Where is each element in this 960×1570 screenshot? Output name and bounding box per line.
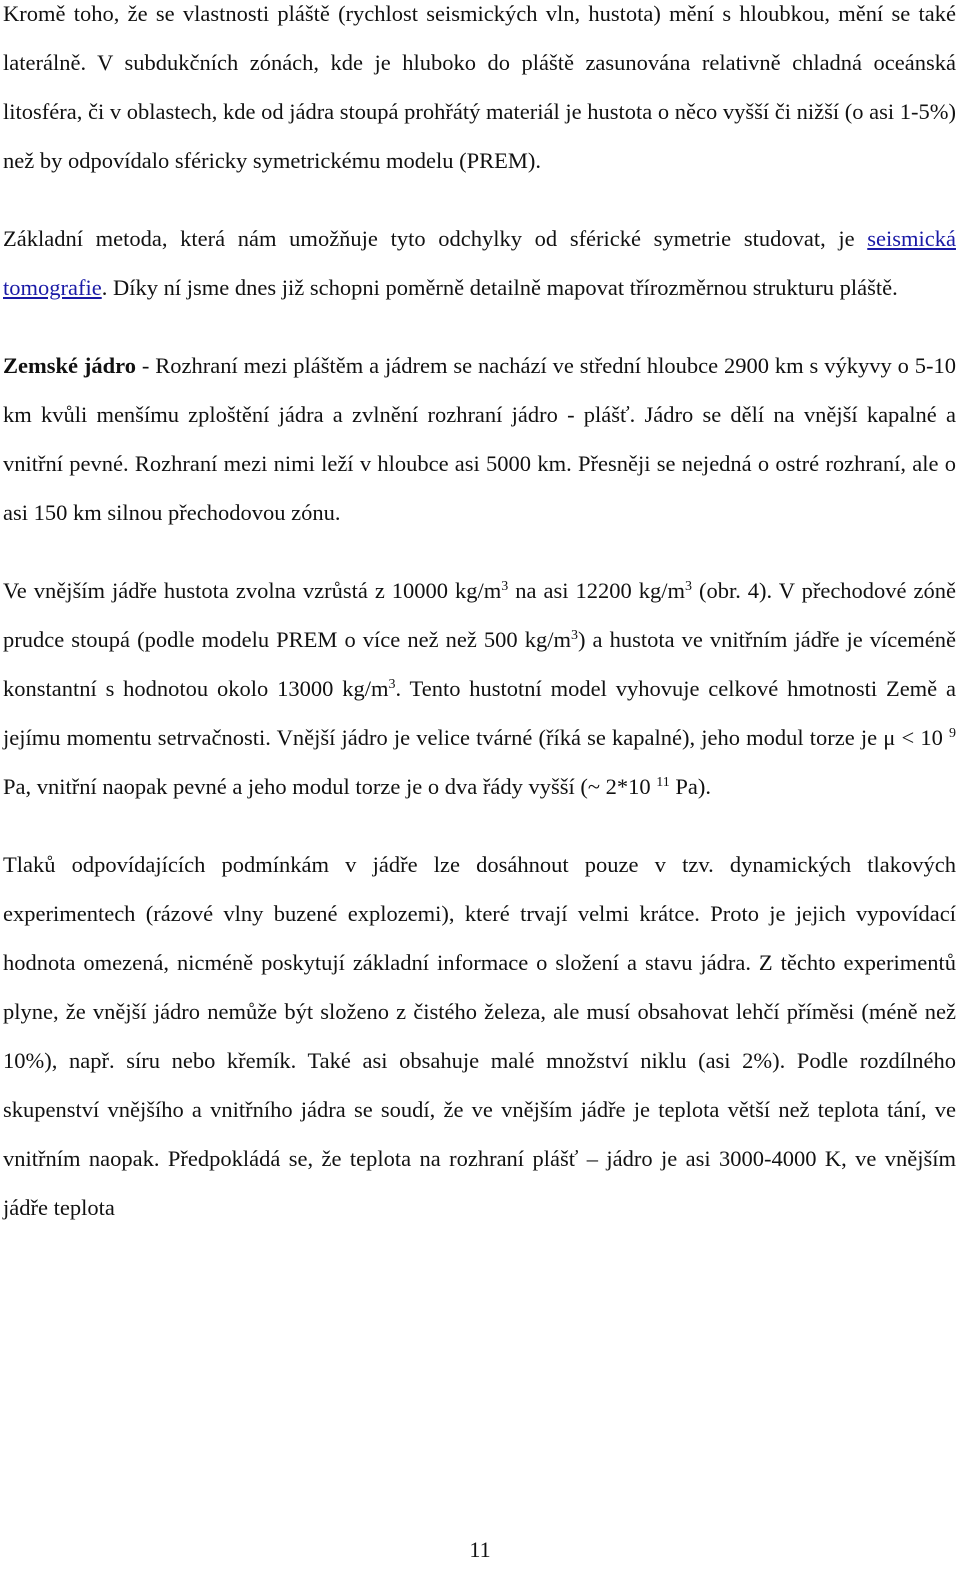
paragraph-tomography bbox=[3, 214, 956, 312]
paragraph-text: ) a hustota ve vnitřním jádře je víceméně konstantní s hodnotou okolo 13000 kg/m bbox=[3, 627, 956, 701]
paragraph-text: . Tento hustotní model vyhovuje celkové hmotnosti Země a jejímu momentu setrvačnosti. Vnější jádro je velice tvárné (říká se kapalné), jeho modul torze je μ < 10 bbox=[3, 676, 956, 750]
paragraph-text: Kromě toho, že se vlastnosti pláště (rychlost seismických vln, hustota) mění s hloubkou, mění se také laterálně. V subdukčních zónách, kde je hluboko do pláště zasunována relativně chladná oceánská litosféra, či v oblastech, kde od jádra stoupá prohřátý materiál je hustota o něco vyšší či nižší (o asi 1-5%) než by odpovídalo sféricky symetrickému modelu (PREM). bbox=[3, 1, 956, 173]
page-number: 11 bbox=[469, 1537, 491, 1562]
exponent: 9 bbox=[949, 726, 956, 741]
paragraph-text: - Rozhraní mezi pláštěm a jádrem se nachází ve střední hloubce 2900 km s výkyvy o 5-10 km kvůli menšímu zploštění jádra a zvlnění rozhraní jádro - plášť. Jádro se dělí na vnější kapalné a vnitřní pevné. Rozhraní mezi nimi leží v hloubce asi 5000 km. Přesněji se nejedná o ostré rozhraní, ale o asi 150 km silnou přechodovou zónu. bbox=[3, 353, 956, 525]
paragraph-text: Pa). bbox=[669, 774, 712, 799]
paragraph-text: Tlaků odpovídajících podmínkám v jádře lze dosáhnout pouze v tzv. dynamických tlakových experimentech (rázové vlny buzené explozemi), které trvají velmi krátce. Proto je jejich vypovídací hodnota omezená, nicméně poskytují základní informace o složení a stavu jádra. Z těchto experimentů plyne, že vnější jádro nemůže být složeno z čistého železa, ale musí obsahovat lehčí příměsi (méně než 10%), např. síru nebo křemík. Také asi obsahuje malé množství niklu (asi 2%). Podle rozdílného skupenství vnějšího a vnitřního jádra se soudí, že ve vnějším jádře je teplota větší než teplota tání, ve vnitřním naopak. Předpokládá se, že teplota na rozhraní plášť – jádro je asi 3000-4000 K, ve vnějším jádře teplota bbox=[3, 852, 956, 1220]
exponent: 3 bbox=[388, 677, 396, 692]
paragraph-spacer bbox=[3, 811, 956, 840]
paragraph-text: (obr. 4). V přechodové zóně prudce stoupá (podle modelu PREM o více než než 500 kg/m bbox=[3, 578, 956, 652]
paragraph-spacer bbox=[3, 312, 956, 341]
paragraph-core-density bbox=[3, 566, 956, 811]
paragraph-text: na asi 12200 kg/m bbox=[508, 578, 685, 603]
document-page bbox=[3, 0, 956, 1232]
paragraph-text: Ve vnějším jádře hustota zvolna vzrůstá z 10000 kg/m bbox=[3, 578, 502, 603]
paragraph-text: Základní metoda, která nám umožňuje tyto odchylky od sférické symetrie studovat, je bbox=[3, 226, 868, 251]
paragraph-spacer bbox=[3, 185, 956, 214]
section-heading-earth-core: Zemské jádro bbox=[3, 353, 136, 378]
exponent: 3 bbox=[501, 579, 509, 594]
seismic-tomography-link[interactable]: seismická tomografie bbox=[3, 226, 956, 300]
exponent: 3 bbox=[684, 579, 692, 594]
paragraph-lateral-variations bbox=[3, 0, 956, 185]
paragraph-text: . Díky ní jsme dnes již schopni poměrně detailně mapovat třírozměrnou strukturu pláště. bbox=[101, 275, 898, 300]
paragraph-earth-core bbox=[3, 341, 956, 537]
paragraph-pressure-experiments bbox=[3, 840, 956, 1232]
exponent: 3 bbox=[570, 628, 578, 643]
exponent: 11 bbox=[656, 775, 670, 790]
paragraph-text: Pa, vnitřní naopak pevné a jeho modul torze je o dva řády vyšší (~ 2*10 bbox=[3, 774, 657, 799]
paragraph-spacer bbox=[3, 537, 956, 566]
